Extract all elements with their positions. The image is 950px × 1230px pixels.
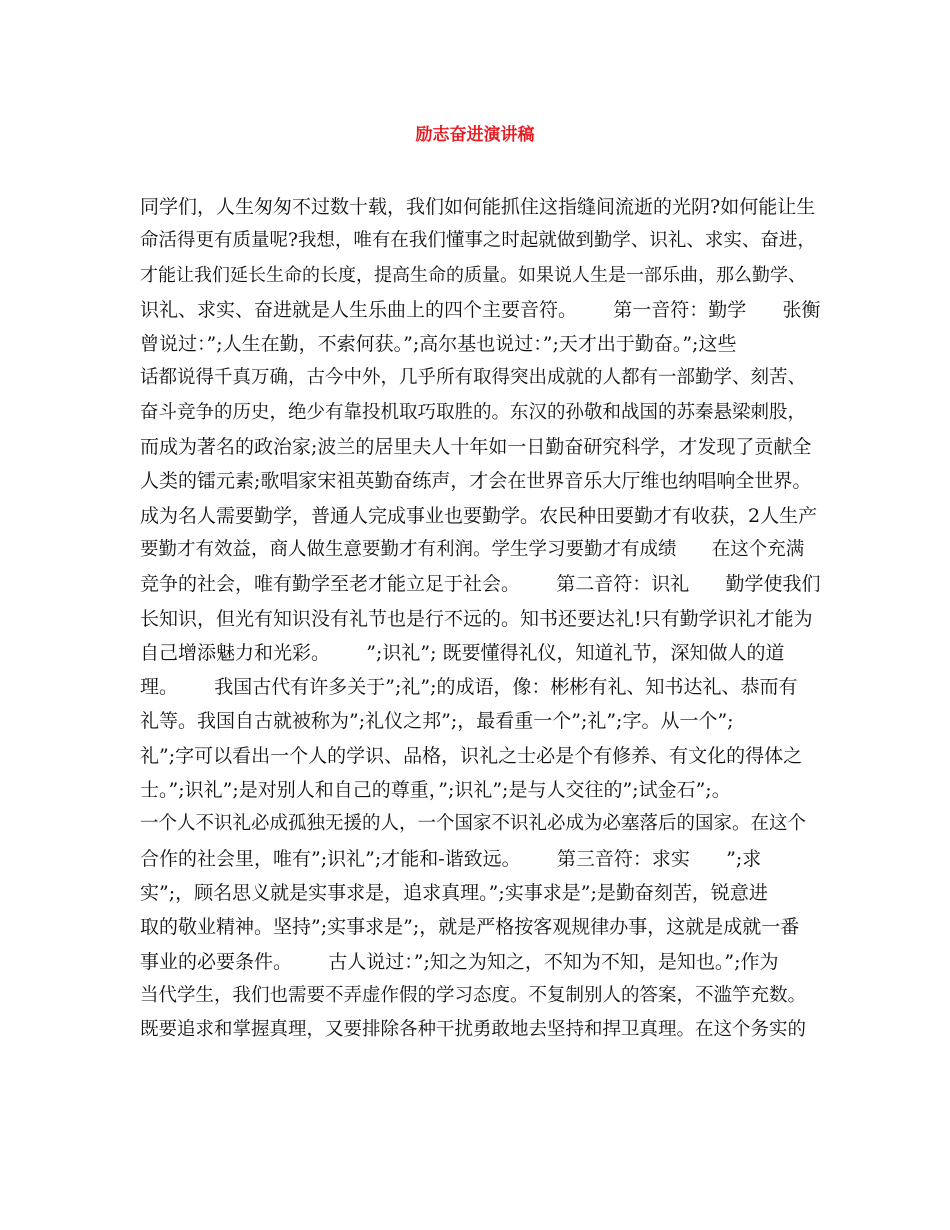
body-line: 成为名人需要勤学，普通人完成事业也要勤学。农民种田要勤才有收获，2人生产 (140, 504, 818, 527)
body-line: 曾说过：”;人生在勤，不索何获。”;高尔基也说过：”;天才出于勤奋。”;这些 (140, 333, 737, 356)
body-line: 奋斗竞争的历史，绝少有靠投机取巧取胜的。东汉的孙敬和战国的苏秦悬梁刺股， (140, 401, 807, 423)
body-line: 识礼、求实、奋进就是人生乐曲上的四个主要音符。 第一音符：勤学 张衡 (140, 298, 821, 321)
body-line: 理。 我国古代有许多关于”;礼”;的成语，像：彬彬有礼、知书达礼、恭而有 (140, 676, 798, 699)
body-line: 既要追求和掌握真理，又要排除各种干扰勇敢地去坚持和捍卫真理。在这个务实的 (140, 1019, 807, 1041)
body-line: 礼”;字可以看出一个人的学识、品格，识礼之士必是个有修养、有文化的得体之 (140, 744, 803, 767)
body-line: 命活得更有质量呢?我想，唯有在我们懂事之时起就做到勤学、识礼、求实、奋进， (140, 230, 816, 252)
body-line: 话都说得千真万确，古今中外，几乎所有取得突出成就的人都有一部勤学、刻苦、 (140, 367, 807, 389)
body-line: 士。”;识礼”;是对别人和自己的尊重，”;识礼”;是与人交往的”;试金石”;。 (140, 779, 731, 802)
body-line: 取的敬业精神。坚持”;实事求是”;，就是严格按客观规律办事，这就是成就一番 (140, 916, 800, 939)
body-line: 事业的必要条件。 古人说过：”;知之为知之，不知为不知，是知也。”;作为 (140, 950, 779, 973)
body-line: 一个人不识礼必成孤独无援的人，一个国家不识礼必成为必塞落后的国家。在这个 (140, 813, 807, 835)
body-line: 礼等。我国自古就被称为”;礼仪之邦”;，最看重一个”;礼”;字。从一个”; (140, 710, 734, 733)
body-line: 要勤才有效益，商人做生意要勤才有利润。学生学习要勤才有成绩 在这个充满 (140, 538, 805, 560)
body-line: 合作的社会里，唯有”;识礼”;才能和-谐致远。 第三音符：求实 ”;求 (140, 847, 762, 870)
document-body (140, 190, 820, 1047)
body-line: 人类的镭元素;歌唱家宋祖英勤奋练声，才会在世界音乐大厅维也纳唱响全世界。 (140, 470, 812, 493)
body-line: 而成为著名的政治家;波兰的居里夫人十年如一日勤奋研究科学，才发现了贡献全 (140, 436, 812, 459)
body-line: 实”;，顾名思义就是实事求是，追求真理。”;实事求是”;是勤奋刻苦，锐意进 (140, 881, 768, 904)
body-line: 才能让我们延长生命的长度，提高生命的质量。如果说人生是一部乐曲，那么勤学、 (140, 264, 806, 286)
body-line: 竞争的社会，唯有勤学至老才能立足于社会。 第二音符：识礼 勤学使我们 (140, 573, 821, 596)
body-line: 长知识，但光有知识没有礼节也是行不远的。知书还要达礼!只有勤学识礼才能为 (140, 607, 813, 630)
body-line: 同学们，人生匆匆不过数十载，我们如何能抓住这指缝间流逝的光阴?如何能让生 (140, 196, 816, 218)
document-title: 励志奋进演讲稿 (415, 125, 535, 145)
body-line: 当代学生，我们也需要不弄虚作假的学习态度。不复制别人的答案，不滥竽充数。 (140, 984, 807, 1006)
body-line: 自己增添魅力和光彩。 ”;识礼”; 既要懂得礼仪，知道礼节，深知做人的道 (140, 641, 785, 664)
